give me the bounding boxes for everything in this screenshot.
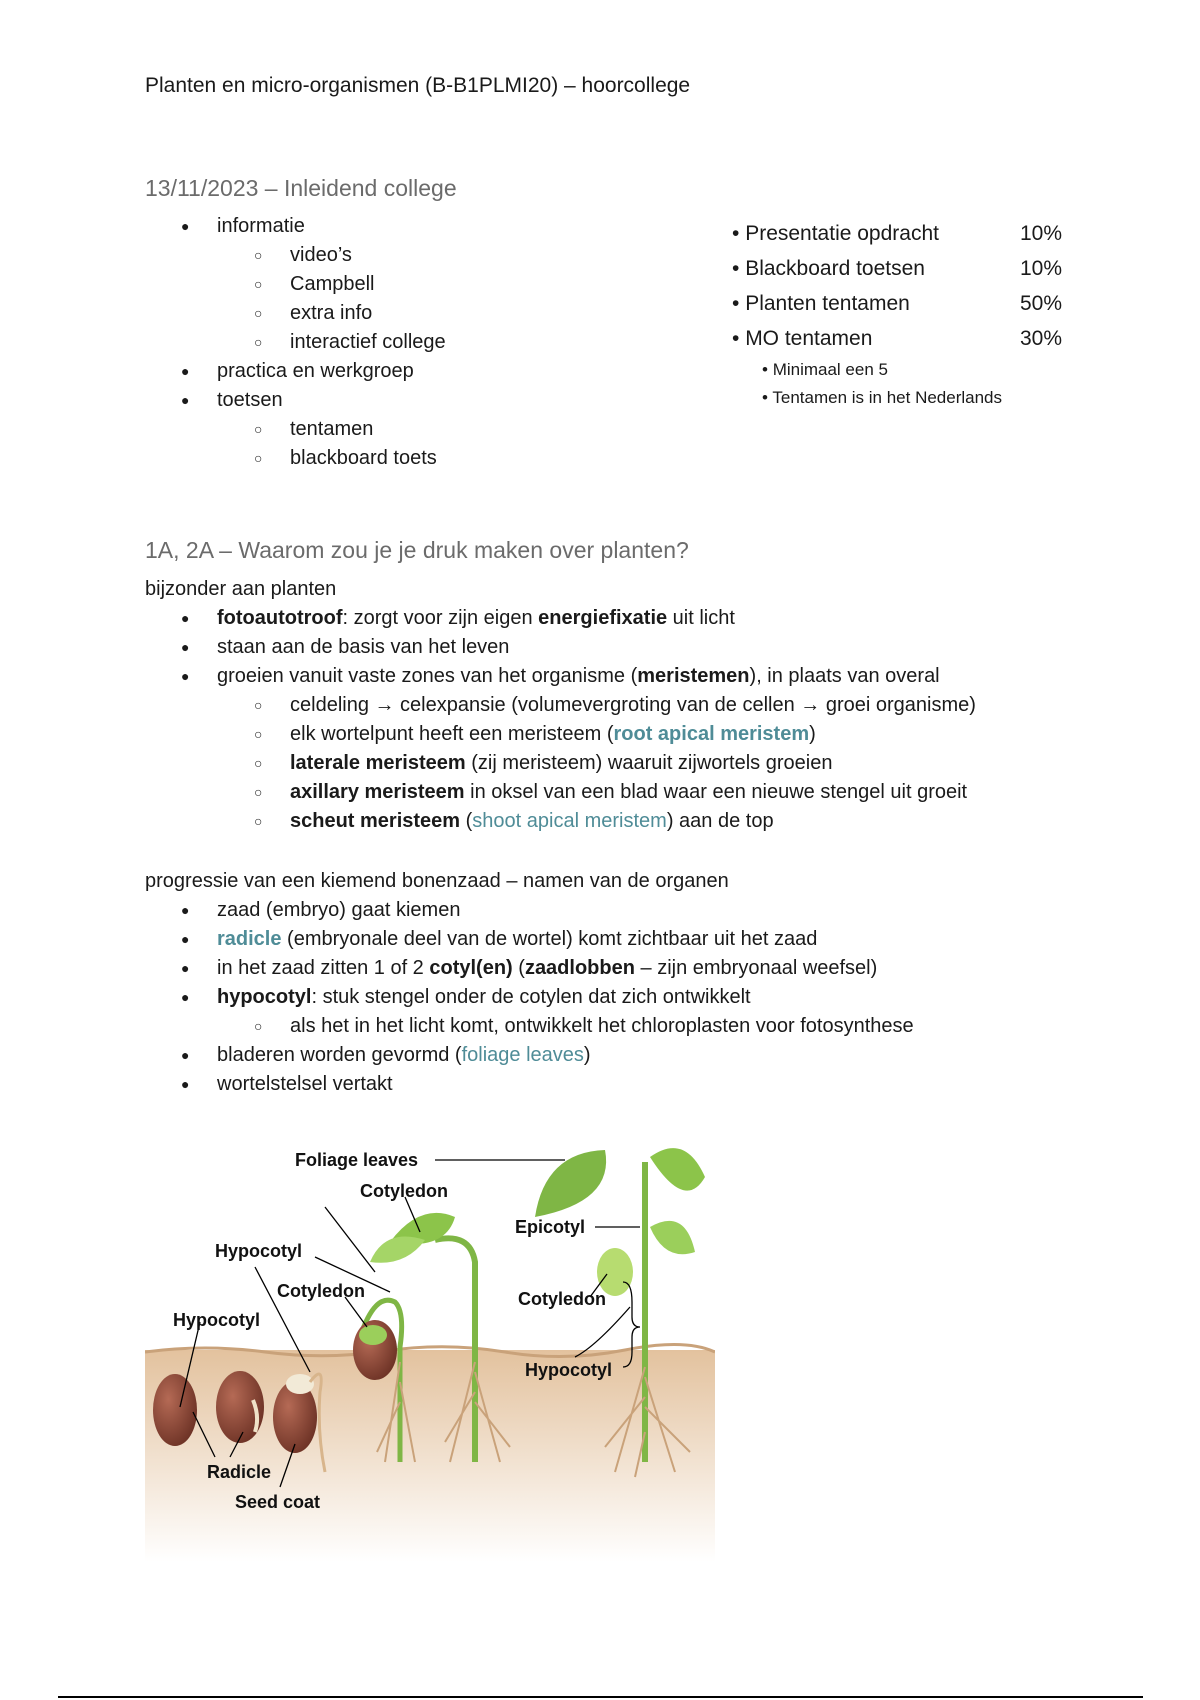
grading-note: • Minimaal een 5 [762, 360, 888, 379]
list-item: ● in het zaad zitten 1 of 2 cotyl(en) (zaadlobben – zijn embryonaal weefsel) [145, 954, 1095, 983]
label-epicotyl: Epicotyl [515, 1217, 586, 1237]
label-hypocotyl-right: Hypocotyl [525, 1360, 613, 1380]
list-item: ● hypocotyl: stuk stengel onder de cotylen dat zich ontwikkelt ○ als het in het licht komt, ontwikkelt het chloroplasten voor fotosynthese [145, 983, 1095, 1041]
grading-table [732, 216, 1062, 412]
list-item: ● radicle (embryonale deel van de wortel) komt zichtbaar uit het zaad [145, 925, 1095, 954]
list-item: ● informatie ○ video’s ○ Campbell ○ extra info ○ interactief college [145, 212, 705, 357]
grading-row: • MO tentamen 30% [732, 327, 1062, 350]
list-item: ● bladeren worden gevormd (foliage leaves) [145, 1041, 1095, 1070]
list-item: ○ axillary meristeem in oksel van een blad waar een nieuwe stengel uit groeit [145, 778, 1095, 807]
list-item: ● practica en werkgroep [145, 357, 705, 386]
leader-cotyledon-mid [345, 1297, 367, 1327]
list-item: ○ blackboard toets [145, 444, 705, 473]
footer-divider [58, 1696, 1143, 1698]
intro-list [145, 212, 705, 473]
grading-row: • Planten tentamen 50% [732, 292, 1062, 315]
list-item: ○ interactief college [145, 328, 705, 357]
stage6-leaf-mid [650, 1221, 695, 1254]
list-item: ● zaad (embryo) gaat kiemen [145, 896, 1095, 925]
list-item: ○ laterale meristeem (zij meristeem) waaruit zijwortels groeien [145, 749, 1095, 778]
list-item: ○ tentamen [145, 415, 705, 444]
grading-row: • Blackboard toetsen 10% [732, 257, 1062, 280]
plants-list [145, 604, 1095, 836]
list-item: ● wortelstelsel vertakt [145, 1070, 1095, 1099]
list-item: ● groeien vanuit vaste zones van het organisme (meristemen), in plaats van overal ○ celdeling → celexpansie (volumevergroting van de cellen → groei organisme) ○ elk wortelpunt heeft een meristeem (root apical meristem) ○ laterale meristeem (zij meristeem) waaruit zijwortels groeien ○ axillary meristeem in oksel van een blad waar een nieuwe stengel uit groeit ○ scheut meristeem (shoot apical meristem) aan de top [145, 662, 1095, 836]
link-root-apical-meristem[interactable]: root apical meristem [613, 723, 810, 745]
link-shoot-apical-meristem[interactable]: shoot apical meristem [472, 810, 667, 832]
document-title: Planten en micro-organismen (B-B1PLMI20) – hoorcollege [145, 74, 691, 97]
section-heading-intro: 13/11/2023 – Inleidend college [145, 175, 457, 201]
stage4-cotyledon [359, 1325, 387, 1345]
list-item: ○ Campbell [145, 270, 705, 299]
label-foliage-leaves: Foliage leaves [295, 1150, 419, 1170]
list-item: ● staan aan de basis van het leven [145, 633, 1095, 662]
list-item: ○ extra info [145, 299, 705, 328]
label-radicle: Radicle [207, 1462, 272, 1482]
link-radicle[interactable]: radicle [217, 928, 282, 950]
label-hypocotyl-a: Hypocotyl [215, 1241, 303, 1261]
label-seed-coat: Seed coat [235, 1492, 321, 1512]
grading-note: • Tentamen is in het Nederlands [762, 388, 1003, 407]
label-cotyledon-top: Cotyledon [360, 1181, 448, 1201]
label-cotyledon-right: Cotyledon [518, 1289, 606, 1309]
list-item: ○ als het in het licht komt, ontwikkelt het chloroplasten voor fotosynthese [145, 1012, 1095, 1041]
section-intro: bijzonder aan planten [145, 578, 337, 600]
stage6-leaf-right [650, 1148, 705, 1191]
section-heading-plants: 1A, 2A – Waarom zou je je druk maken over planten? [145, 537, 689, 563]
label-hypocotyl-b: Hypocotyl [173, 1310, 261, 1330]
seed-3-coat-top [286, 1374, 314, 1394]
list-item: ○ scheut meristeem (shoot apical meristem) aan de top [145, 807, 1095, 836]
list-item: ○ video’s [145, 241, 705, 270]
list-item: ○ celdeling → celexpansie (volumevergroting van de cellen → groei organisme) [145, 691, 1095, 720]
germination-list [145, 896, 1095, 1099]
seed-1 [153, 1374, 197, 1446]
list-item: ○ elk wortelpunt heeft een meristeem (root apical meristem) [145, 720, 1095, 749]
section-intro-germination: progressie van een kiemend bonenzaad – namen van de organen [145, 870, 729, 892]
link-foliage-leaves[interactable]: foliage leaves [461, 1044, 584, 1066]
list-item: ● toetsen ○ tentamen ○ blackboard toets [145, 386, 705, 473]
germination-figure [145, 1132, 715, 1562]
list-item: ● fotoautotroof: zorgt voor zijn eigen energiefixatie uit licht [145, 604, 1095, 633]
label-cotyledon-mid: Cotyledon [277, 1281, 365, 1301]
stage5-leaf [370, 1236, 425, 1262]
grading-row: • Presentatie opdracht 10% [732, 222, 1062, 245]
